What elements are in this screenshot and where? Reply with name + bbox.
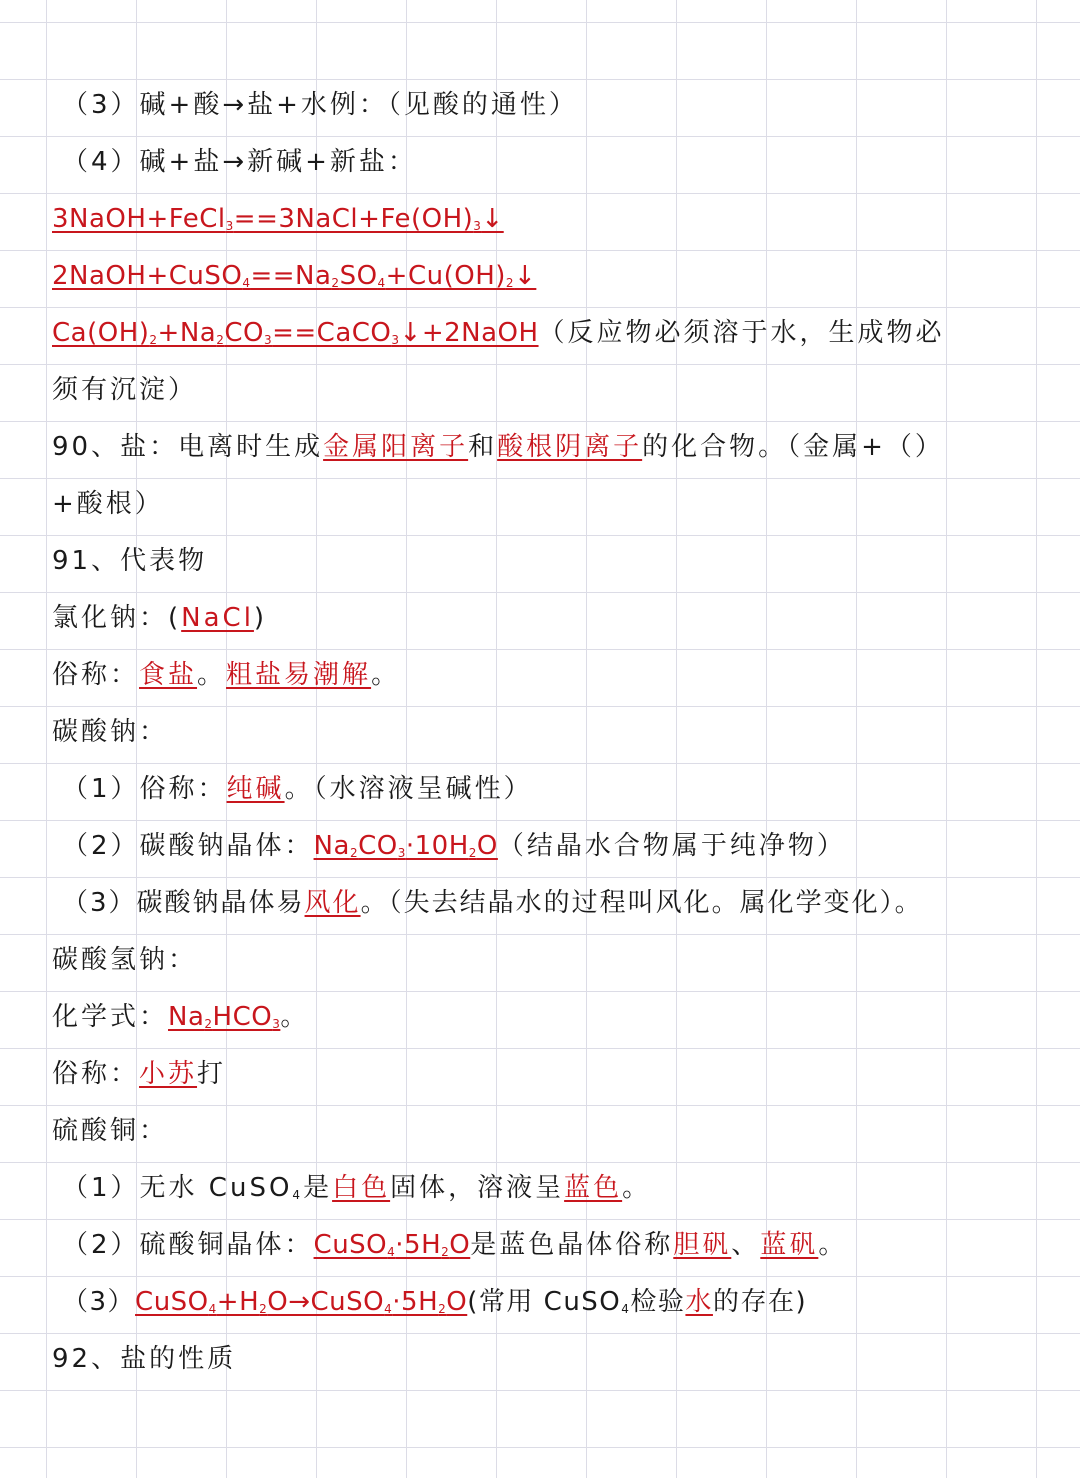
line-nahco3-formula: 化学式：$Na_2HCO_3$。	[52, 1002, 310, 1032]
heading-salt-properties: 92、盐的性质	[52, 1344, 237, 1374]
line-efflorescence: （3）碳酸钠晶体易风化。（失去结晶水的过程叫风化。属化学变化）。	[62, 888, 923, 918]
answer-metal-cation: 金属阳离子	[323, 432, 469, 462]
answer-acid-anion: 酸根阴离子	[497, 432, 643, 462]
line-cuso4-crystal: （2）硫酸铜晶体：$CuSO_4\cdot 5H_2O$是蓝色晶体俗称胆矾、蓝矾。	[62, 1230, 848, 1260]
line-salt-definition: 90、盐：电离时生成金属阳离子和酸根阴离子的化合物。（金属+（）	[52, 432, 944, 462]
line-salt-definition-cont: +酸根）	[52, 489, 164, 519]
answer-blue: 蓝色	[564, 1173, 623, 1203]
line-anhydrous-cuso4: （1）无水 CuSO$_4$是白色固体，溶液呈蓝色。	[62, 1173, 652, 1203]
answer-nacl: NaCl	[181, 603, 254, 633]
answer-cuso4-pentahydrate: $CuSO_4\cdot 5H_2O$	[313, 1230, 471, 1260]
answer-hydration-equation: $CuSO_4+H_2O\to CuSO_4\cdot 5H_2O$	[135, 1287, 468, 1317]
line-sodium-chloride: 氯化钠：(NaCl)	[52, 603, 268, 633]
formula-caoh2: $Ca(OH)_2+Na_2CO_3==CaCO_3↓+2NaOH$	[52, 318, 539, 348]
answer-soda-ash: 纯碱	[226, 774, 285, 804]
answer-table-salt: 食盐	[139, 660, 198, 690]
line-base-acid-reaction: （3）碱+酸→盐+水例：（见酸的通性）	[62, 90, 578, 120]
line-na2co3-common-name: （1）俗称：纯碱。（水溶液呈碱性）	[62, 774, 533, 804]
line-cuso4-water-test: $(3)CuSO_4+H_2O\to CuSO_4\cdot 5H_2O$(常用 CuSO$_4$检验水的存在)	[62, 1287, 808, 1317]
answer-white: 白色	[332, 1173, 391, 1203]
heading-sodium-carbonate: 碳酸钠：	[52, 717, 169, 747]
answer-na2co3-decahydrate: $Na_2CO_3\cdot 10H_2O$	[313, 831, 498, 861]
heading-sodium-bicarbonate: 碳酸氢钠：	[52, 945, 198, 975]
answer-baking-soda: 小苏	[139, 1059, 198, 1089]
line-nacl-common-name: 俗称：食盐。粗盐易潮解。	[52, 660, 401, 690]
answer-deliquescence: 粗盐易潮解	[226, 660, 372, 690]
line-na2co3-crystal: （2）碳酸钠晶体：$Na_2CO_3\cdot 10H_2O$（结晶水合物属于纯净物）	[62, 831, 846, 861]
formula-cuso4: $2NaOH+CuSO_4==Na_2SO_4+Cu(OH)_2↓$	[52, 261, 537, 291]
line-base-salt-reaction: （4）碱+盐→新碱+新盐：	[62, 147, 417, 177]
line-precipitate-note: 须有沉淀）	[52, 375, 198, 405]
reaction-condition-note: （反应物必须溶于水，生成物必	[538, 318, 945, 348]
formula-fecl3: $3NaOH+FeCl_3==3NaCl+Fe(OH)_3↓$	[52, 204, 504, 234]
line-formula-fecl3	[52, 191, 1040, 248]
answer-water: 水	[685, 1287, 713, 1317]
line-nahco3-common-name: 俗称：小苏打	[52, 1059, 227, 1089]
answer-blue-alum: 蓝矾	[760, 1230, 819, 1260]
line-formula-cuso4	[52, 248, 1040, 305]
answer-blue-vitriol: 胆矾	[673, 1230, 732, 1260]
answer-efflorescence: 风化	[304, 888, 361, 918]
answer-nahco3: $Na_2HCO_3$	[168, 1002, 281, 1032]
heading-representatives: 91、代表物	[52, 546, 208, 576]
line-formula-caoh2	[52, 305, 1040, 362]
heading-copper-sulfate: 硫酸铜：	[52, 1116, 169, 1146]
